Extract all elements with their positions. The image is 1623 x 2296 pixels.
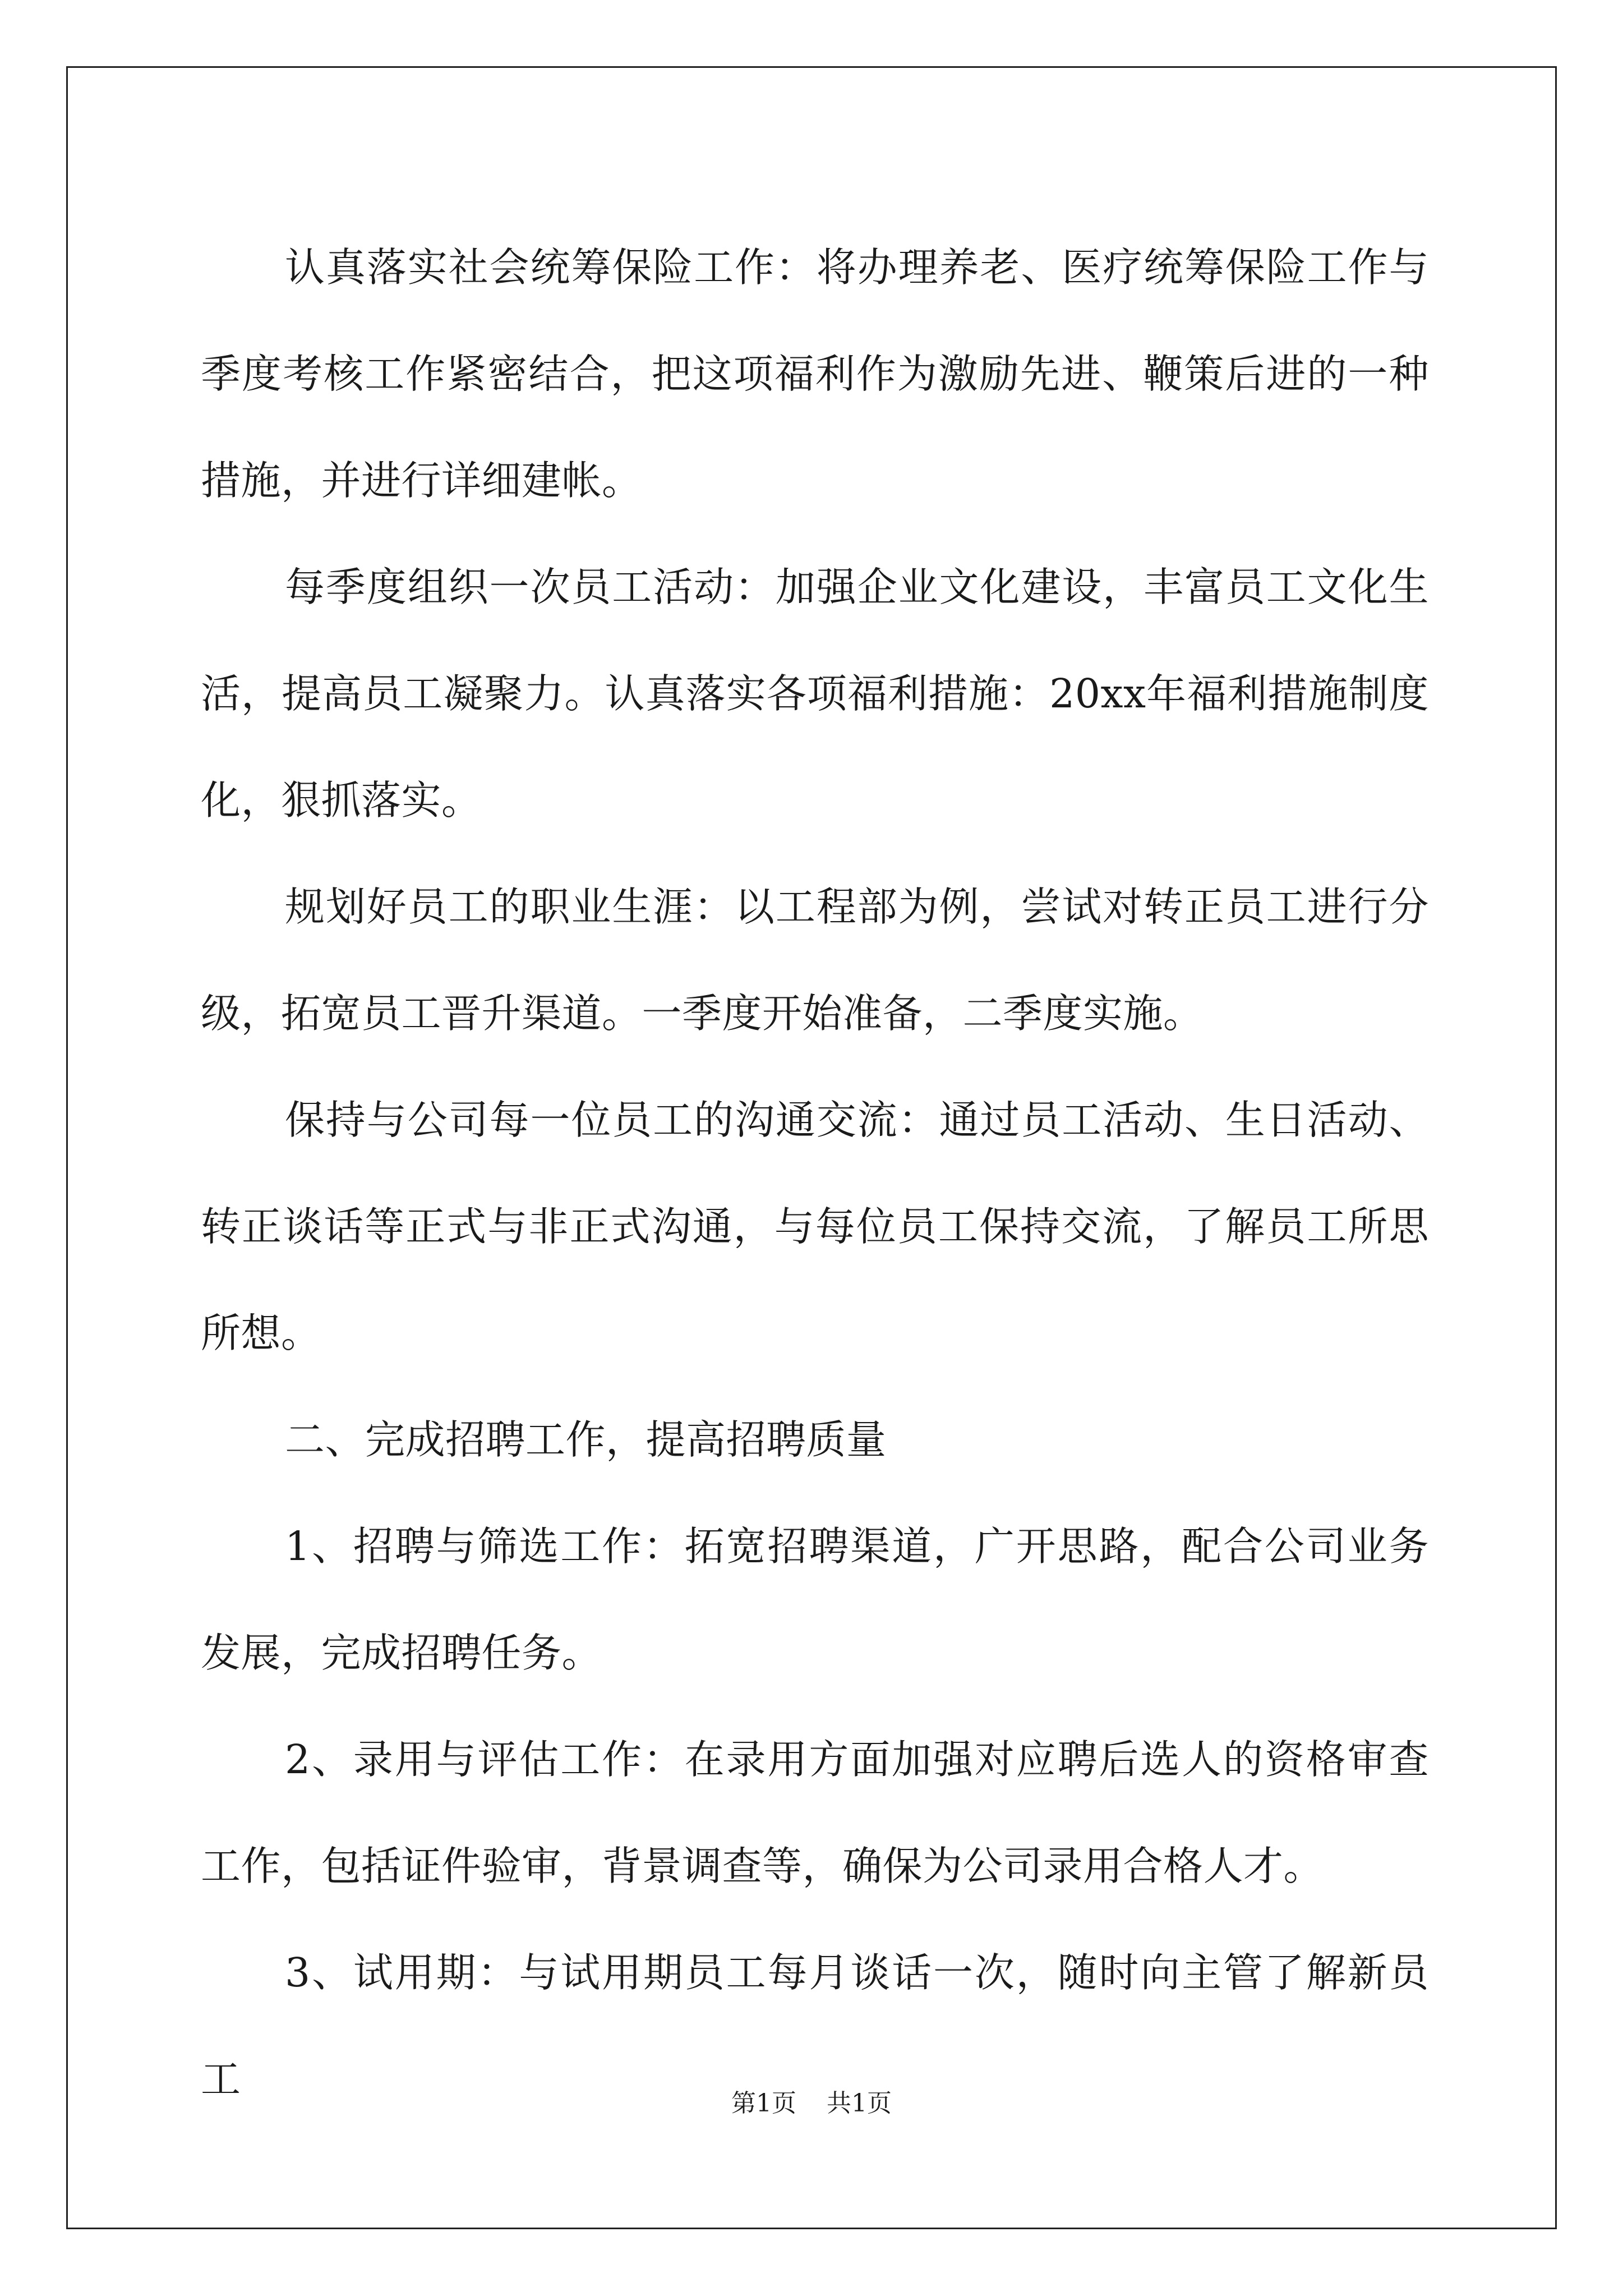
paragraph-career-planning: 规划好员工的职业生涯：以工程部为例，尝试对转正员工进行分级，拓宽员工晋升渠道。一季度开始准备，二季度实施。 — [201, 884, 1429, 1037]
paragraph-communication: 保持与公司每一位员工的沟通交流：通过员工活动、生日活动、转正谈话等正式与非正式沟通，与每位员工保持交流，了解员工所思所想。 — [201, 1097, 1429, 1356]
page-total: 共1页 — [827, 2089, 892, 2118]
page-footer — [0, 2087, 1623, 2120]
page-number: 第1页 — [731, 2089, 796, 2118]
paragraph-employee-activities: 每季度组织一次员工活动：加强企业文化建设，丰富员工文化生活，提高员工凝聚力。认真落实各项福利措施：20xx年福利措施制度化，狠抓落实。 — [201, 564, 1429, 823]
paragraph-recruitment-screening: 1、招聘与筛选工作：拓宽招聘渠道，广开思路，配合公司业务发展，完成招聘任务。 — [201, 1523, 1429, 1676]
paragraph-social-insurance: 认真落实社会统筹保险工作：将办理养老、医疗统筹保险工作与季度考核工作紧密结合，把这项福利作为激励先进、鞭策后进的一种措施，并进行详细建帐。 — [201, 244, 1429, 504]
section-heading-recruitment: 二、完成招聘工作，提高招聘质量 — [285, 1416, 887, 1463]
paragraph-hiring-evaluation: 2、录用与评估工作：在录用方面加强对应聘后选人的资格审查工作，包括证件验审，背景调查等，确保为公司录用合格人才。 — [201, 1736, 1429, 1889]
paragraph-probation: 3、试用期：与试用期员工每月谈话一次，随时向主管了解新员工 — [201, 1949, 1429, 2102]
document-body — [201, 214, 1429, 2133]
